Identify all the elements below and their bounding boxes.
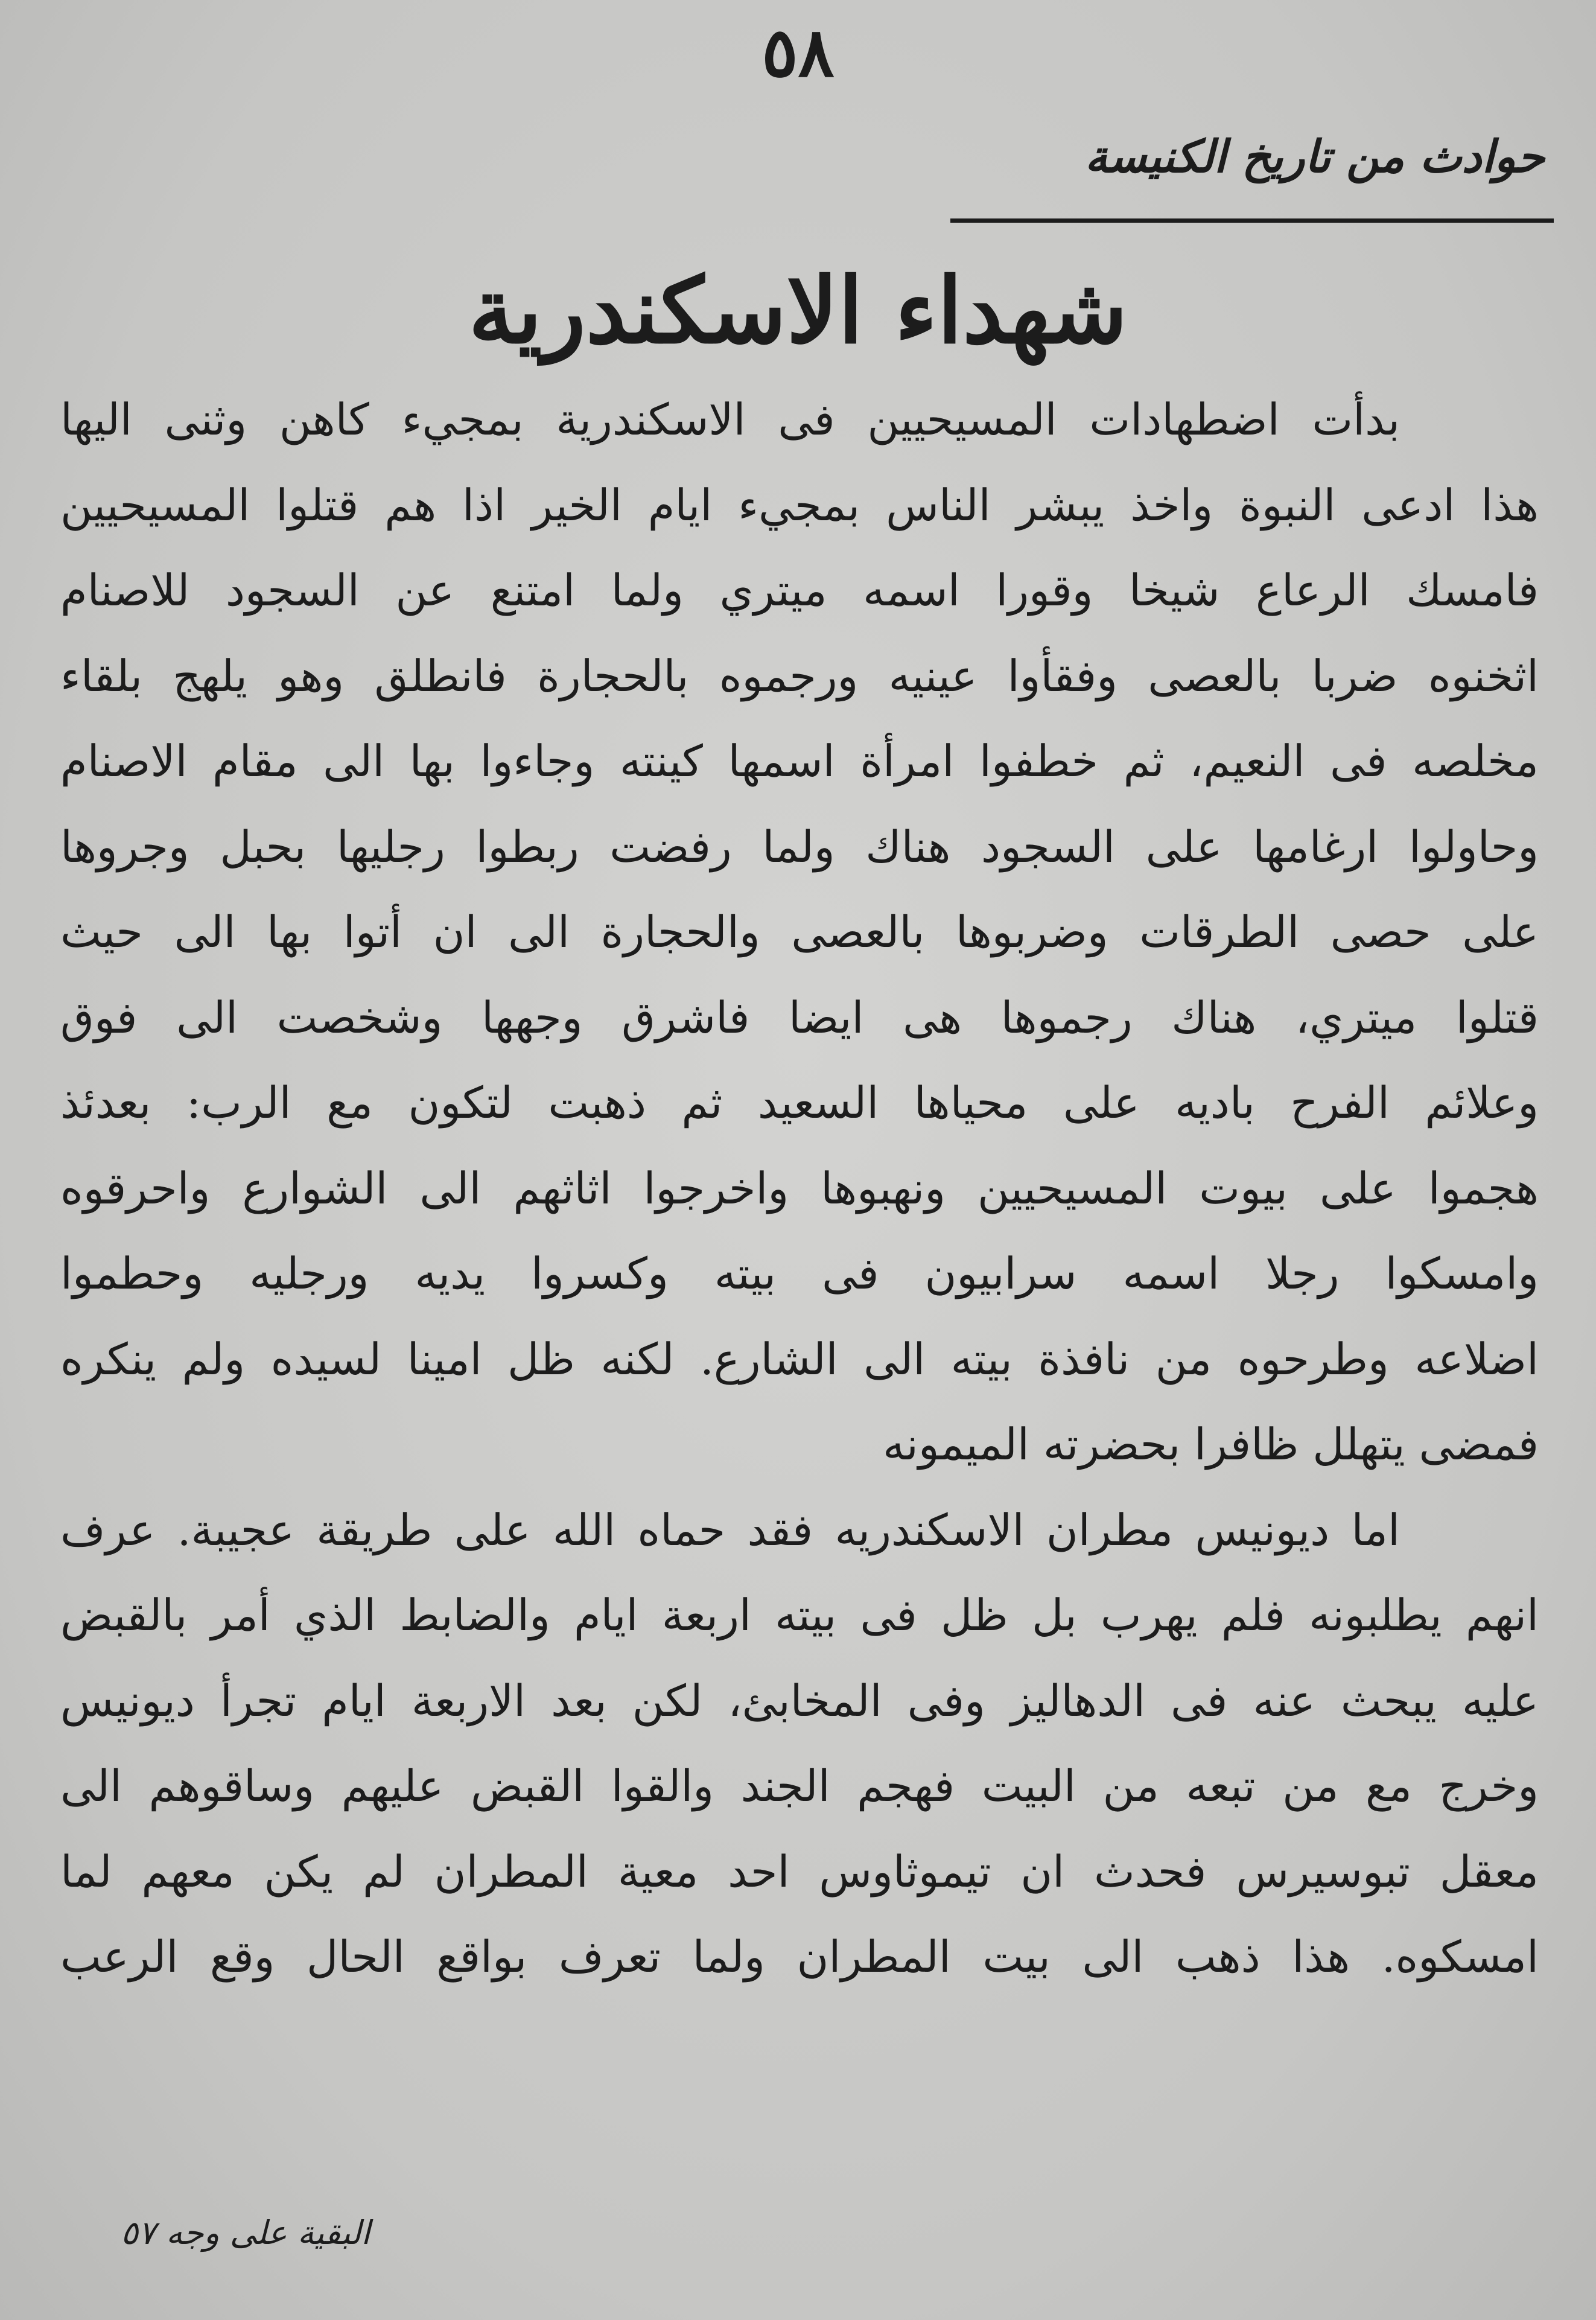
text-line: امسكوه. هذا ذهب الى بيت المطران ولما تعرف بواقع الحال وقع الرعب <box>60 1931 1539 1982</box>
text-line: هجموا على بيوت المسيحيين ونهبوها واخرجوا اثاثهم الى الشوارع واحرقوه <box>60 1162 1539 1214</box>
text-line: معقل تبوسيرس فحدث ان تيموثاوس احد معية المطران لم يكن معهم لما <box>60 1846 1539 1897</box>
text-line: انهم يطلبونه فلم يهرب بل ظل فى بيته اربعة ايام والضابط الذي أمر بالقبض <box>60 1590 1539 1640</box>
text-line: وعلائم الفرح باديه على محياها السعيد ثم ذهبت لتكون مع الرب: بعدئذ <box>60 1077 1539 1128</box>
text-line: بدأت اضطهادات المسيحيين فى الاسكندرية بمجيء كاهن وثنى اليها <box>60 394 1400 445</box>
header-divider <box>950 218 1554 223</box>
text-line: وامسكوا رجلا اسمه سرابيون فى بيته وكسروا يديه ورجليه وحطموا <box>60 1248 1539 1299</box>
text-line: فمضى يتهلل ظافرا بحضرته الميمونه <box>883 1419 1539 1470</box>
page-number: ٥٨ <box>761 13 835 92</box>
text-line: مخلصه فى النعيم، ثم خطفوا امرأة اسمها كينته وجاءوا بها الى مقام الاصنام <box>60 736 1539 786</box>
text-line: وحاولوا ارغامها على السجود هناك ولما رفضت ربطوا رجليها بحبل وجروها <box>60 821 1539 872</box>
continuation-note: البقية على وجه ٥٧ <box>121 2214 370 2252</box>
text-line: هذا ادعى النبوة واخذ يبشر الناس بمجيء ايام الخير اذا هم قتلوا المسيحيين <box>60 479 1539 531</box>
text-line: وخرج مع من تبعه من البيت فهجم الجند والقوا القبض عليهم وساقوهم الى <box>60 1761 1539 1811</box>
article-title: شهداء الاسكندرية <box>468 258 1128 364</box>
text-line: اثخنوه ضربا بالعصى وفقأوا عينيه ورجموه بالحجارة فانطلق وهو يلهج بلقاء <box>60 650 1539 701</box>
section-header: حوادث من تاريخ الكنيسة <box>1085 131 1545 183</box>
text-line: اما ديونيس مطران الاسكندريه فقد حماه الله على طريقة عجيبة. عرف <box>60 1504 1400 1555</box>
text-line: على حصى الطرقات وضربوها بالعصى والحجارة الى ان أتوا بها الى حيث <box>60 907 1539 957</box>
text-line: اضلاعه وطرحوه من نافذة بيته الى الشارع. لكنه ظل امينا لسيده ولم ينكره <box>60 1333 1539 1385</box>
text-line: عليه يبحث عنه فى الدهاليز وفى المخابئ، لكن بعد الاربعة ايام تجرأ ديونيس <box>60 1675 1539 1726</box>
text-line: قتلوا ميتري، هناك رجموها هى ايضا فاشرق وجهها وشخصت الى فوق <box>60 992 1539 1043</box>
article-body <box>60 377 1539 2000</box>
text-line: فامسك الرعاع شيخا وقورا اسمه ميتري ولما امتنع عن السجود للاصنام <box>60 565 1539 616</box>
